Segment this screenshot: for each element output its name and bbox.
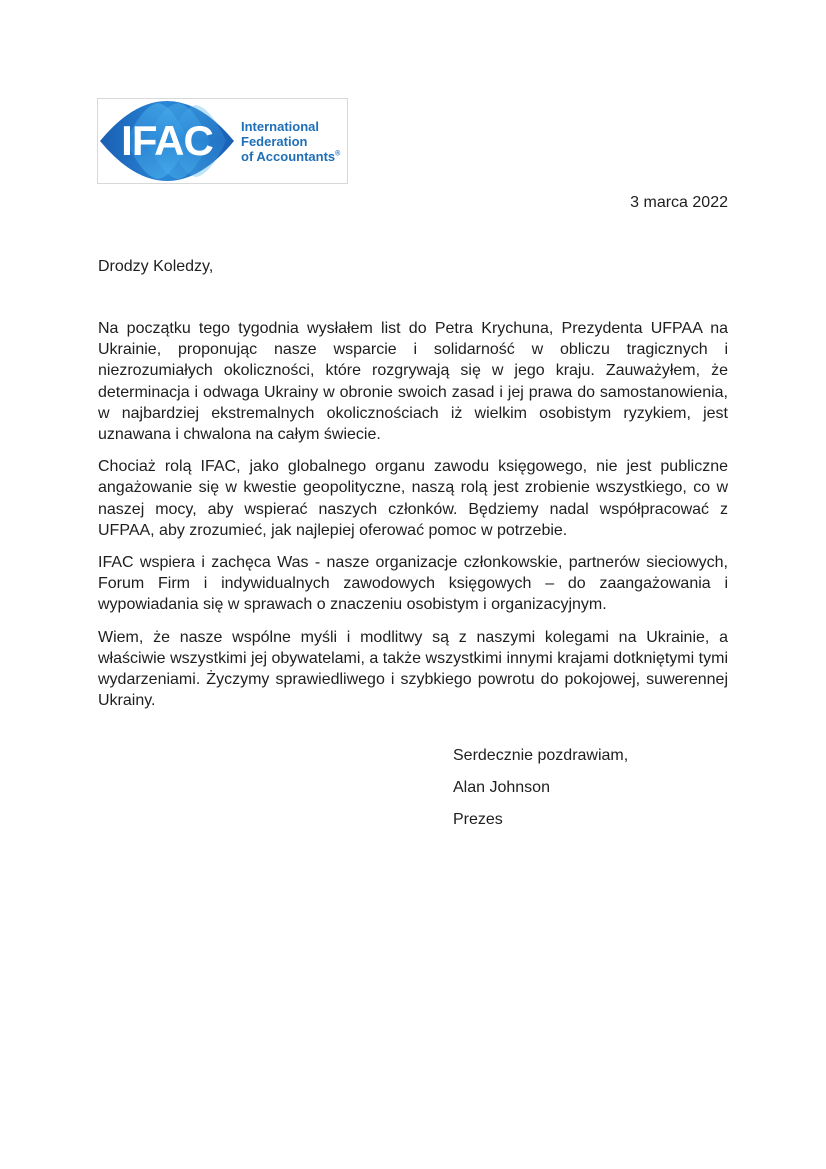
ifac-logo	[97, 98, 348, 184]
letter-signature	[453, 746, 628, 842]
signer-title: Prezes	[453, 811, 503, 828]
closing-salutation: Serdecznie pozdrawiam,	[453, 747, 629, 764]
ifac-logo-letters: IFAC	[121, 117, 213, 164]
logo-line-international: International	[241, 118, 320, 134]
ifac-logo-wordmark	[241, 119, 340, 164]
body-paragraph-1: Na początku tego tygodnia wysłałem list do Petra Krychuna, Prezydenta UFPAA na Ukrainie, proponując nasze wsparcie i solidarność w obliczu tragicznych i niezrozumiałych okoliczności, które rozgrywają się w jego kraju. Zauważyłem, że determinacja i odwaga Ukrainy w obronie swoich zasad i jej prawa do samostanowienia, w najbardziej ekstremalnych okolicznościach iż wielkim osobistym ryzykiem, jest uznawana i chwalona na całym świecie.	[98, 320, 728, 444]
body-paragraph-2: Chociaż rolą IFAC, jako globalnego organu zawodu księgowego, nie jest publiczne angażowanie się w kwestie geopolityczne, naszą rolą jest zrobienie wszystkiego, co w naszej mocy, aby wspierać naszych członków. Będziemy nadal współpracować z UFPAA, aby zrozumieć, jak najlepiej oferować pomoc w potrzebie.	[98, 458, 728, 539]
body-paragraph-3: IFAC wspiera i zachęca Was - nasze organizacje członkowskie, partnerów sieciowych, Forum Firm i indywidualnych zawodowych księgowych – do zaangażowania i wypowiadania się w sprawach o znaczeniu osobistym i organizacyjnym.	[98, 554, 728, 614]
body-paragraph-4: Wiem, że nasze wspólne myśli i modlitwy są z naszymi kolegami na Ukrainie, a właściwie wszystkimi jej obywatelami, a także wszystkimi innymi krajami dotkniętymi tymi wydarzeniami. Życzymy sprawiedliwego i szybkiego powrotu do pokojowej, suwerennej Ukrainy.	[98, 628, 728, 710]
ifac-logo-mark	[98, 99, 236, 183]
registered-mark: ®	[335, 150, 341, 158]
letter-greeting: Drodzy Koledzy,	[98, 258, 214, 275]
letter-body	[98, 318, 728, 722]
logo-line-accountants-text: of Accountants	[241, 148, 336, 164]
signer-name: Alan Johnson	[453, 779, 550, 796]
letter-date: 3 marca 2022	[630, 194, 728, 211]
logo-line-federation: Federation	[241, 133, 308, 149]
logo-line-accountants	[241, 149, 340, 164]
